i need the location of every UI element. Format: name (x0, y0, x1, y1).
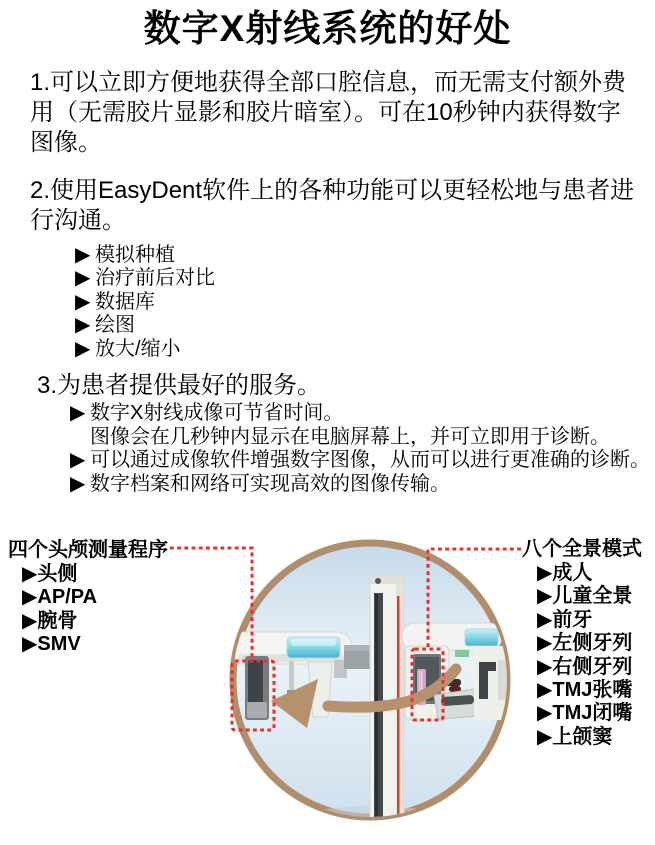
list-item-label: 图像会在几秒钟内显示在电脑屏幕上，并可立即用于诊断。 (90, 425, 610, 448)
bullet-triangle-icon: ▶ (75, 267, 91, 290)
paragraph-benefit-3: 3.为患者提供最好的服务。 (37, 372, 322, 399)
list-item (75, 338, 215, 361)
bullet-triangle-icon: ▶ (537, 702, 553, 725)
service-benefit-list (70, 402, 650, 496)
callout-item-label: 左侧牙列 (552, 632, 633, 655)
bullet-triangle-icon: ▶ (22, 586, 38, 609)
bullet-triangle-icon: ▶ (537, 608, 553, 631)
list-item (75, 267, 215, 290)
bullet-triangle-icon: ▶ (22, 563, 38, 585)
bullet-triangle-icon: ▶ (75, 314, 91, 337)
callout-item (22, 610, 97, 633)
callout-item (537, 656, 632, 679)
list-item (70, 449, 650, 473)
list-item-label: 数字档案和网络可实现高效的图像传输。 (90, 472, 450, 495)
bullet-triangle-icon: ▶ (75, 290, 91, 313)
callout-item (537, 609, 632, 632)
callout-item (537, 562, 632, 585)
right-screen (465, 629, 498, 646)
callout-item (537, 726, 632, 749)
bullet-triangle-icon: ▶ (537, 562, 553, 584)
list-item-label: 治疗前后对比 (95, 267, 215, 290)
paragraph-line: 用（无需胶片显影和胶片暗室）。可在10秒钟内获得数字 (30, 99, 621, 126)
paragraph-line: 图像。 (30, 129, 102, 156)
list-item-label: 数据库 (95, 290, 155, 313)
paragraph-line: 2.使用EasyDent软件上的各种功能可以更轻松地与患者进 (30, 177, 635, 204)
list-item-label: 数字X射线成像可节省时间。 (90, 402, 344, 424)
list-item (70, 473, 650, 497)
page-title: 数字X射线系统的好处 (143, 8, 512, 49)
callout-item-label: 上颌窦 (552, 725, 613, 748)
list-item-label: 绘图 (95, 314, 135, 337)
bullet-triangle-icon: ▶ (537, 632, 553, 655)
callout-item (22, 586, 97, 609)
callout-item-label: SMV (37, 633, 81, 656)
list-item-continuation (70, 426, 650, 450)
right-callout-title: 八个全景模式 (522, 538, 642, 560)
callout-item-label: 成人 (552, 562, 593, 584)
list-item-label: 可以通过成像软件增强数字图像，从而可以进行更准确的诊断。 (90, 449, 650, 471)
callout-item (22, 633, 97, 656)
callout-item-label: TMJ闭嘴 (552, 702, 633, 725)
list-item (75, 314, 215, 337)
left-callout-list (22, 563, 97, 657)
bullet-triangle-icon: ▶ (70, 449, 86, 471)
bullet-triangle-icon: ▶ (75, 244, 91, 266)
list-item (70, 402, 650, 426)
bullet-triangle-icon: ▶ (22, 609, 38, 632)
right-callout-list (537, 562, 632, 749)
bullet-triangle-icon: ▶ (537, 655, 553, 678)
paragraph-benefit-1 (30, 68, 626, 158)
callout-item-label: 前牙 (552, 608, 593, 631)
callout-item-label: AP/PA (37, 586, 98, 609)
callout-item-label: 腕骨 (37, 609, 78, 632)
bullet-triangle-icon: ▶ (537, 679, 553, 702)
callout-item-label: TMJ张嘴 (552, 679, 633, 702)
list-item-label: 模拟种植 (95, 244, 175, 266)
paragraph-line: 行沟通。 (30, 207, 126, 234)
paragraph-line: 1.可以立即方便地获得全部口腔信息，而无需支付额外费 (30, 69, 627, 96)
callout-item (537, 632, 632, 655)
bullet-triangle-icon: ▶ (537, 725, 553, 748)
callout-item (22, 563, 97, 586)
list-item-label: 放大/缩小 (95, 337, 181, 360)
callout-item (537, 702, 632, 725)
bullet-triangle-icon: ▶ (70, 472, 86, 495)
bullet-triangle-icon: ▶ (537, 585, 553, 608)
software-feature-list (75, 244, 215, 361)
list-item (75, 244, 215, 267)
paragraph-benefit-2 (30, 176, 634, 236)
callout-item-label: 儿童全景 (552, 585, 633, 608)
callout-item-label: 右侧牙列 (552, 655, 633, 678)
callout-item (537, 679, 632, 702)
left-callout-title: 四个头颅测量程序 (8, 539, 168, 561)
bullet-triangle-icon: ▶ (22, 633, 38, 656)
bullet-triangle-icon: ▶ (75, 337, 91, 360)
callout-item (537, 585, 632, 608)
bullet-triangle-icon: ▶ (70, 402, 86, 424)
callout-item-label: 头侧 (37, 563, 78, 585)
list-item (75, 291, 215, 314)
